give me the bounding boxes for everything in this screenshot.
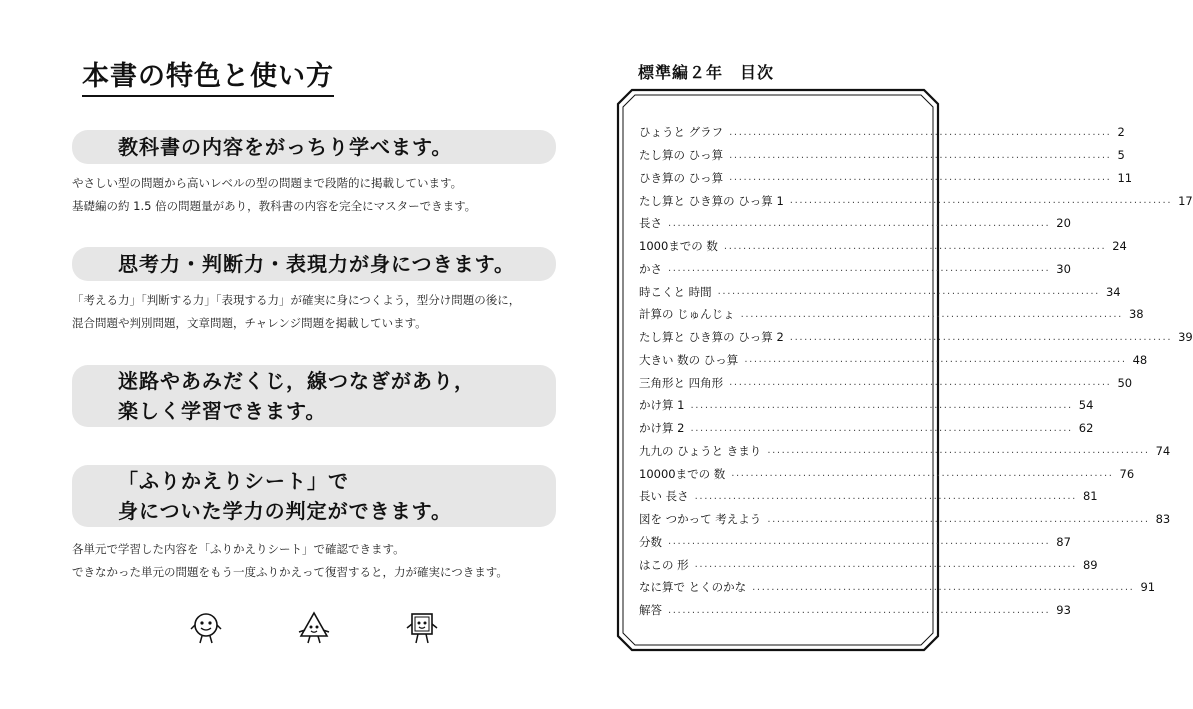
feature-heading-4 [72, 465, 556, 527]
toc-entry [639, 371, 1133, 394]
toc-entry [639, 280, 1121, 303]
toc-leader-dots: ................................................................................ [694, 559, 1077, 571]
toc-entry-page: 87 [1056, 534, 1071, 549]
toc-entry-title: 三角形と 四角形 [639, 375, 724, 390]
toc-entry-title: かけ算 2 [639, 421, 685, 436]
toc-leader-dots: ................................................................................ [740, 308, 1123, 320]
feature-heading-line: 迷路やあみだくじ，線つなぎがあり， [118, 369, 475, 393]
toc-entry [639, 394, 1094, 417]
toc-entry [639, 258, 1071, 281]
toc-entry-page: 39 [1178, 330, 1193, 345]
toc-entry-page: 76 [1119, 466, 1135, 481]
toc-entry-title: たし算と ひき算の ひっ算 2 [639, 330, 784, 345]
toc-leader-dots: ................................................................................ [668, 604, 1051, 616]
toc-leader-dots: ................................................................................ [752, 581, 1135, 593]
toc-entry-title: たし算の ひっ算 [639, 148, 724, 163]
toc-entry-page: 11 [1117, 170, 1133, 185]
toc-entry-title: 長さ [639, 216, 662, 231]
toc-leader-dots: ................................................................................ [694, 490, 1077, 502]
toc-entry [639, 508, 1171, 531]
page-title: 本書の特色と使い方 [82, 62, 334, 97]
toc-entry [639, 167, 1133, 190]
toc-leader-dots: ................................................................................ [744, 354, 1127, 366]
toc-entry [639, 576, 1156, 599]
toc-entry-title: 計算の じゅんじょ [639, 307, 735, 322]
toc-leader-dots: ................................................................................ [729, 149, 1112, 161]
toc-entry-title: 解答 [639, 603, 662, 618]
feature-heading-1 [72, 130, 556, 164]
toc-leader-dots: ................................................................................ [729, 377, 1112, 389]
toc-leader-dots: ................................................................................ [717, 286, 1100, 298]
feature-heading-line: 楽しく学習できます。 [118, 399, 327, 423]
toc-entry-page: 89 [1082, 557, 1098, 572]
toc-heading: 標準編２年 目次 [638, 63, 775, 82]
feature-description-4 [72, 538, 572, 584]
toc-list [639, 121, 1193, 622]
toc-entry-page: 81 [1082, 489, 1098, 504]
square-mascot-icon [404, 610, 440, 646]
toc-entry-page: 74 [1155, 443, 1171, 458]
feature-heading-2 [72, 247, 556, 281]
feature-heading-line: 思考力・判断力・表現力が身につきます。 [118, 252, 515, 276]
toc-leader-dots: ................................................................................ [767, 445, 1150, 457]
toc-entry [639, 212, 1071, 235]
toc-leader-dots: ................................................................................ [767, 513, 1150, 525]
toc-entry-title: 長い 長さ [639, 489, 689, 504]
toc-entry-title: 図を つかって 考えよう [639, 512, 762, 527]
toc-entry [639, 144, 1125, 167]
toc-entry-title: 時こくと 時間 [639, 284, 712, 299]
toc-entry-page: 5 [1117, 148, 1125, 163]
toc-entry-page: 91 [1140, 580, 1156, 595]
toc-leader-dots: ................................................................................ [690, 399, 1073, 411]
toc-entry-title: 1000までの 数 [639, 239, 718, 254]
toc-entry-title: 分数 [639, 534, 662, 549]
description-line: 基礎編の約 1.5 倍の問題量があり，教科書の内容を完全にマスターできます。 [72, 199, 477, 213]
toc-entry [639, 326, 1193, 349]
toc-leader-dots: ................................................................................ [789, 195, 1173, 207]
feature-description-2 [72, 289, 572, 335]
description-line: できなかった単元の問題をもう一度ふりかえって復習すると，力が確実につきます。 [72, 565, 508, 579]
toc-entry-title: たし算と ひき算の ひっ算 1 [639, 193, 784, 208]
toc-entry [639, 121, 1125, 144]
toc-leader-dots: ................................................................................ [729, 172, 1112, 184]
toc-entry-title: 10000までの 数 [639, 466, 726, 481]
toc-entry [639, 485, 1098, 508]
toc-entry [639, 553, 1098, 576]
toc-entry [639, 349, 1148, 372]
toc-entry-page: 62 [1078, 421, 1094, 436]
toc-entry [639, 189, 1193, 212]
toc-entry [639, 235, 1127, 258]
toc-entry-title: かさ [639, 261, 662, 276]
toc-entry-page: 17 [1178, 193, 1193, 208]
toc-entry-title: はこの 形 [639, 557, 689, 572]
toc-leader-dots: ................................................................................ [731, 468, 1114, 480]
toc-entry-title: かけ算 1 [639, 398, 685, 413]
toc-entry-page: 2 [1117, 125, 1125, 140]
toc-entry-page: 50 [1117, 375, 1133, 390]
toc-entry [639, 303, 1144, 326]
feature-description-1 [72, 172, 572, 218]
feature-heading-3 [72, 365, 556, 427]
toc-leader-dots: ................................................................................ [668, 536, 1051, 548]
toc-entry-page: 24 [1112, 239, 1127, 254]
triangle-mascot-icon [296, 610, 332, 646]
toc-entry [639, 440, 1171, 463]
toc-entry-page: 34 [1105, 284, 1121, 299]
toc-entry-title: 大きい 数の ひっ算 [639, 352, 739, 367]
description-line: 「考える力」「判断する力」「表現する力」が確実に身につくよう，型分け問題の後に， [72, 293, 521, 307]
description-line: やさしい型の問題から高いレベルの型の問題まで段階的に掲載しています。 [72, 176, 463, 190]
toc-leader-dots: ................................................................................ [668, 217, 1051, 229]
toc-entry-page: 93 [1056, 603, 1071, 618]
toc-entry [639, 417, 1094, 440]
description-line: 混合問題や判別問題，文章問題，チャレンジ問題を掲載しています。 [72, 316, 427, 330]
toc-entry-page: 54 [1078, 398, 1094, 413]
toc-entry-title: なに算で とくのかな [639, 580, 747, 595]
toc-entry-title: ひき算の ひっ算 [639, 170, 724, 185]
feature-heading-line: 身についた学力の判定ができます。 [118, 499, 452, 523]
toc-entry [639, 462, 1135, 485]
toc-entry [639, 599, 1071, 622]
toc-entry-page: 20 [1056, 216, 1071, 231]
toc-leader-dots: ................................................................................ [668, 263, 1051, 275]
toc-leader-dots: ................................................................................ [729, 126, 1112, 138]
toc-entry-page: 83 [1155, 512, 1171, 527]
feature-heading-line: 教科書の内容をがっちり学べます。 [118, 135, 453, 159]
toc-entry-title: 九九の ひょうと きまり [639, 443, 762, 458]
toc-entry-page: 30 [1056, 261, 1071, 276]
toc-leader-dots: ................................................................................ [723, 240, 1107, 252]
circle-mascot-icon [188, 610, 224, 646]
toc-leader-dots: ................................................................................ [789, 331, 1173, 343]
toc-entry-title: ひょうと グラフ [639, 125, 724, 140]
toc-entry-page: 38 [1128, 307, 1144, 322]
toc-entry-page: 48 [1132, 352, 1148, 367]
description-line: 各単元で学習した内容を「ふりかえりシート」で確認できます。 [72, 542, 405, 556]
toc-leader-dots: ................................................................................ [690, 422, 1073, 434]
feature-heading-line: 「ふりかえりシート」で [118, 469, 349, 493]
toc-entry [639, 531, 1071, 554]
